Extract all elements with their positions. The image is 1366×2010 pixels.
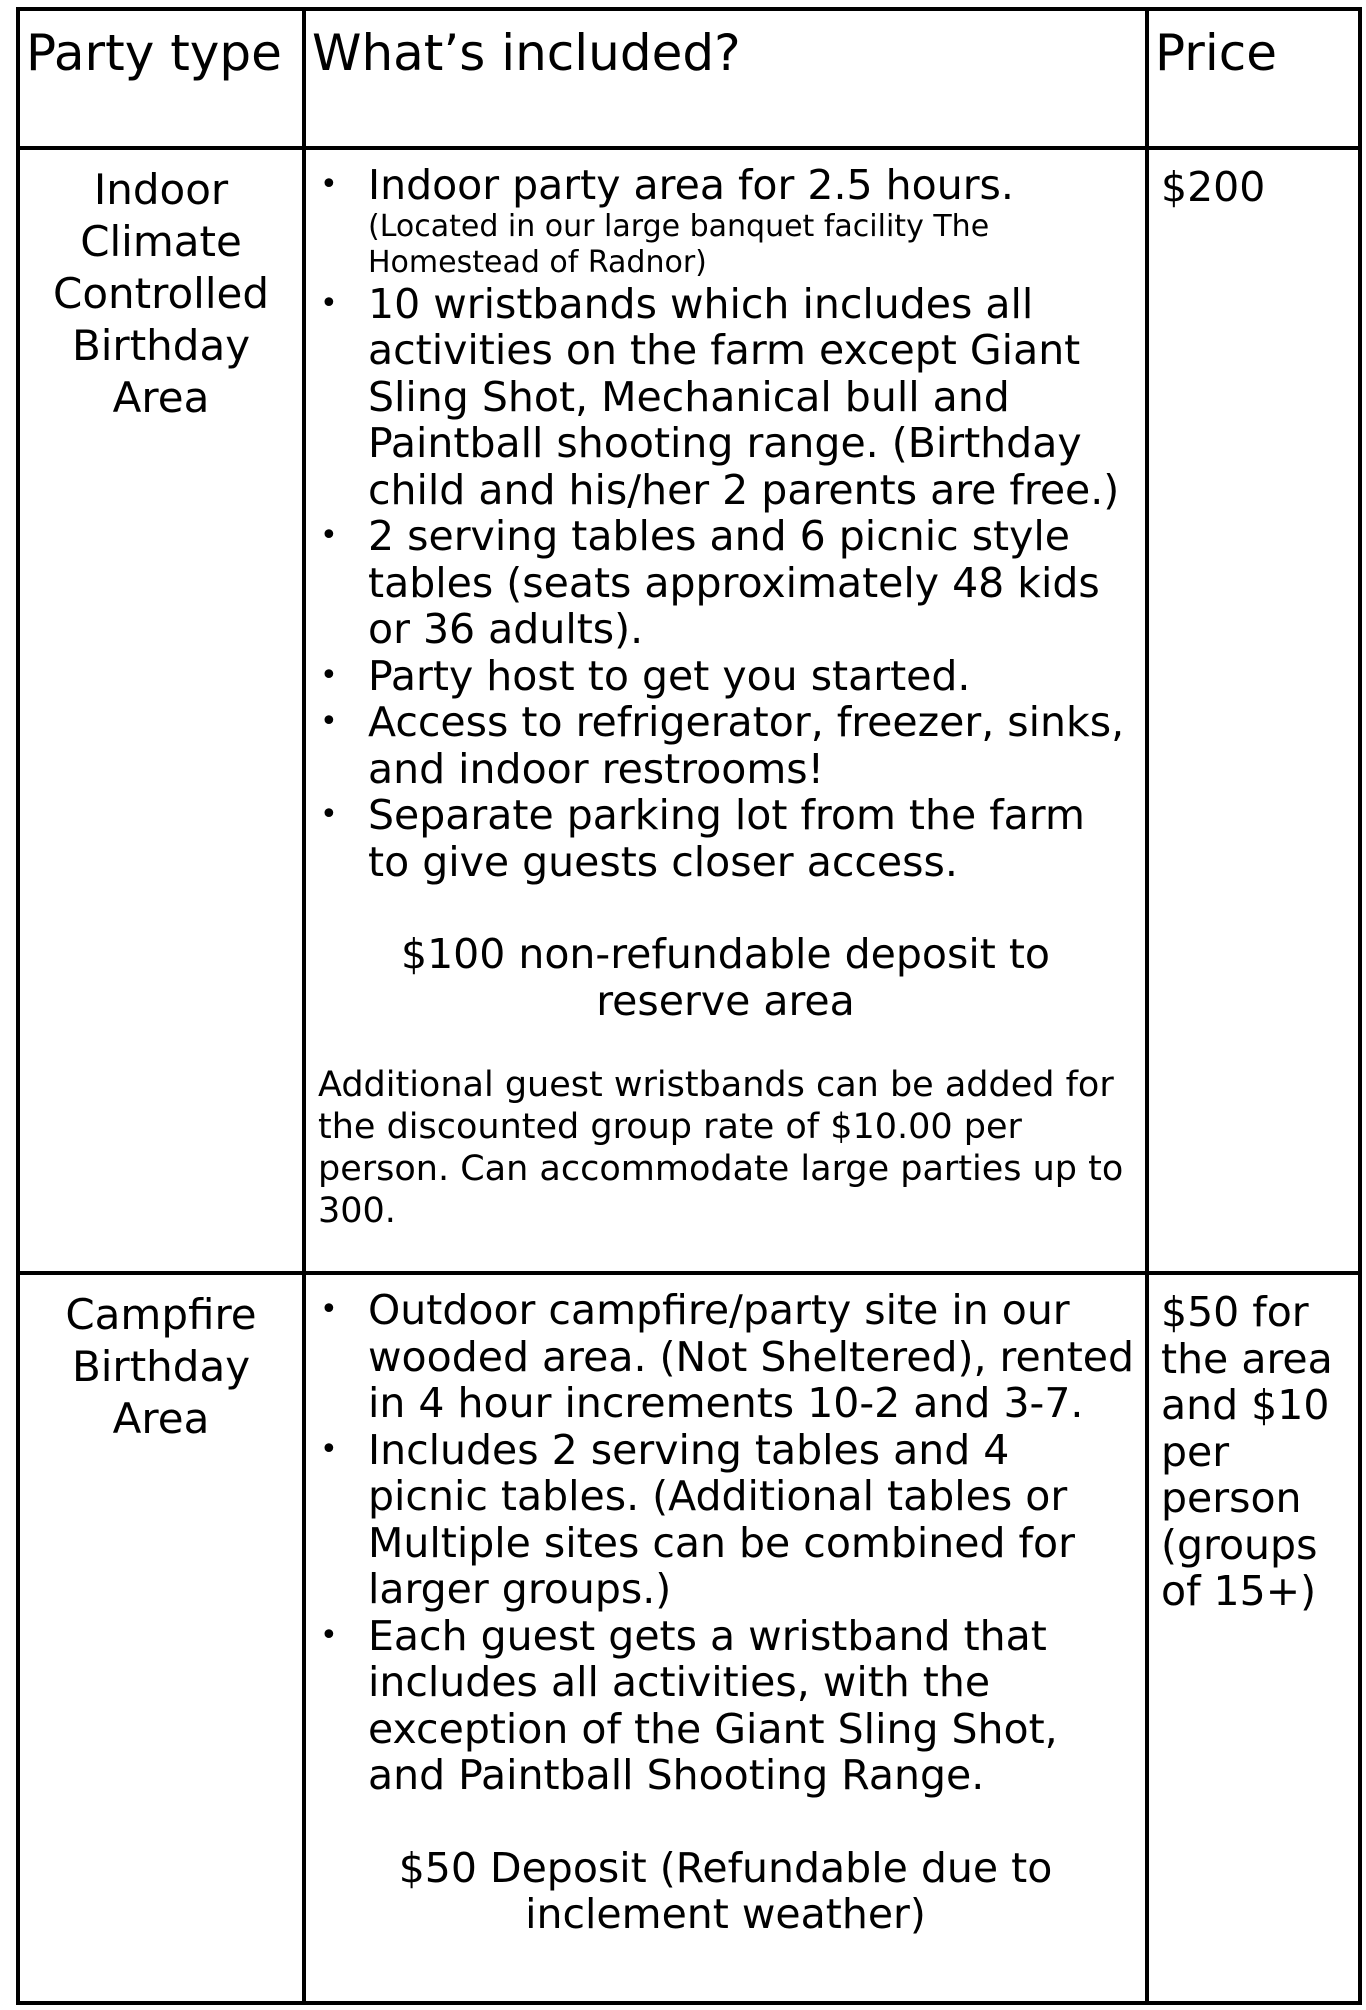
price-cell: $50 for the area and $10 per person (groups of 15+)	[1147, 1273, 1360, 2003]
table-row-indoor	[18, 148, 1360, 1273]
list-item: • Separate parking lot from the farm to give guests closer access.	[320, 791, 1085, 886]
list-item: • 2 serving tables and 6 picnic style tables (seats approximately 48 kids or 36 adults).	[320, 512, 1100, 653]
header-price: Price	[1147, 9, 1360, 148]
list-item: • Access to refrigerator, freezer, sinks, and indoor restrooms!	[320, 698, 1125, 793]
table-row-campfire	[18, 1273, 1360, 2003]
party-type-cell: Campfire Birthday Area	[18, 1273, 304, 2003]
header-row	[18, 9, 1360, 148]
list-item: • Includes 2 serving tables and 4 picnic tables. (Additional tables or Multiple sites can be combined for larger groups.)	[320, 1425, 1075, 1613]
included-list	[306, 162, 1145, 885]
party-type-cell: Indoor Climate Controlled Birthday Area	[18, 148, 304, 1273]
party-pricing-table	[16, 7, 1362, 2005]
list-item: • 10 wristbands which includes all activities on the farm except Giant Sling Shot, Mechanical bull and Paintball shooting range. (Birthday child and his/her 2 parents are free.)	[320, 279, 1120, 514]
deposit-text: $100 non-refundable deposit to reserve area	[400, 930, 1050, 1025]
included-list	[306, 1287, 1145, 1799]
included-cell	[304, 1273, 1147, 2003]
header-whats-included: What’s included?	[304, 9, 1147, 148]
included-cell	[304, 148, 1147, 1273]
additional-guests-note: Additional guest wristbands can be added for the discounted group rate of $10.00 per person. Can accommodate large parties up to 300.	[318, 1065, 1124, 1231]
deposit-text: $50 Deposit (Refundable due to inclement weather)	[398, 1843, 1053, 1938]
price-cell: $200	[1147, 148, 1360, 1273]
list-item: • Each guest gets a wristband that includes all activities, with the exception of the Giant Sling Shot, and Paintball Shooting Range.	[320, 1611, 1058, 1799]
list-item: • Party host to get you started.	[320, 651, 971, 700]
list-item: • Indoor party area for 2.5 hours. (Located in our large banquet facility The Homestead of Radnor)	[320, 161, 1014, 280]
list-item: • Outdoor campfire/party site in our wooded area. (Not Sheltered), rented in 4 hour increments 10-2 and 3-7.	[320, 1286, 1135, 1427]
header-party-type: Party type	[18, 9, 304, 148]
